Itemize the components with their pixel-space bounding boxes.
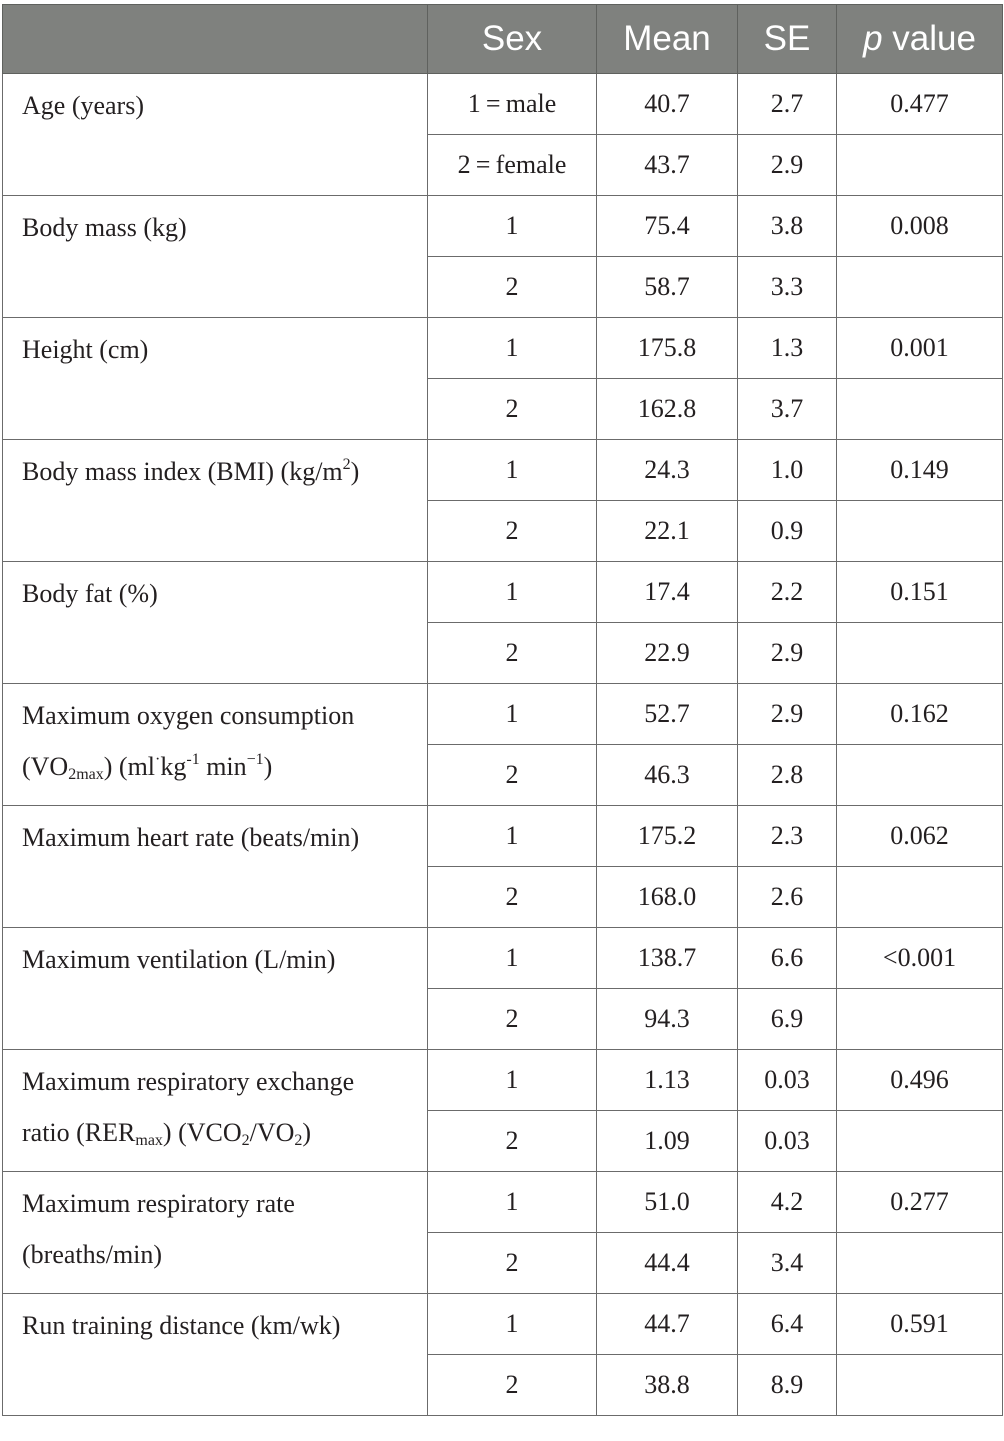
row-label: Body fat (%)	[3, 562, 428, 684]
cell-se: 1.3	[738, 318, 837, 379]
cell-mean: 17.4	[597, 562, 738, 623]
cell-mean: 43.7	[597, 135, 738, 196]
cell-p-value: 0.591	[837, 1294, 1003, 1355]
cell-p-value	[837, 135, 1003, 196]
cell-sex: 1	[428, 562, 597, 623]
cell-sex: 2	[428, 989, 597, 1050]
cell-sex: 2	[428, 1111, 597, 1172]
cell-se: 1.0	[738, 440, 837, 501]
cell-sex: 2	[428, 867, 597, 928]
cell-p-value	[837, 1233, 1003, 1294]
header-variable	[3, 5, 428, 74]
cell-mean: 44.4	[597, 1233, 738, 1294]
cell-sex: 2	[428, 1355, 597, 1416]
row-label: Maximum oxygen consumption $(VO_{2max})$ ($ml^\cdot kg^{-1}$ $\min^{-1}$)	[3, 684, 428, 806]
cell-p-value	[837, 1111, 1003, 1172]
table-row	[3, 806, 1003, 867]
cell-mean: 51.0	[597, 1172, 738, 1233]
cell-p-value	[837, 1355, 1003, 1416]
cell-se: 3.8	[738, 196, 837, 257]
header-sex: Sex	[428, 5, 597, 74]
cell-se: 0.9	[738, 501, 837, 562]
cell-p-value: 0.162	[837, 684, 1003, 745]
cell-mean: 162.8	[597, 379, 738, 440]
row-label: Body mass (kg)	[3, 196, 428, 318]
table-header-row	[3, 5, 1003, 74]
table-row	[3, 1172, 1003, 1233]
cell-mean: 52.7	[597, 684, 738, 745]
table-row	[3, 1294, 1003, 1355]
cell-mean: 168.0	[597, 867, 738, 928]
table-row	[3, 74, 1003, 135]
cell-se: 2.9	[738, 684, 837, 745]
header-p-value	[837, 5, 1003, 74]
table-row	[3, 440, 1003, 501]
cell-se: 6.9	[738, 989, 837, 1050]
cell-sex: 1	[428, 928, 597, 989]
cell-se: 0.03	[738, 1050, 837, 1111]
cell-sex: 2	[428, 501, 597, 562]
cell-sex: 2	[428, 745, 597, 806]
cell-mean: 75.4	[597, 196, 738, 257]
cell-mean: 138.7	[597, 928, 738, 989]
row-label: Body mass index (BMI) $(kg/m^2)$	[3, 440, 428, 562]
cell-p-value	[837, 989, 1003, 1050]
table-row	[3, 1050, 1003, 1111]
cell-se: 6.6	[738, 928, 837, 989]
cell-mean: 1.13	[597, 1050, 738, 1111]
header-p-rest: value	[882, 19, 976, 58]
cell-sex: 1	[428, 806, 597, 867]
cell-se: 2.6	[738, 867, 837, 928]
cell-sex: 1	[428, 1172, 597, 1233]
header-p-italic: p	[863, 19, 883, 58]
row-label: Maximum respiratory exchange ratio $(RER_{max})$ $(VCO_2/VO_2)$	[3, 1050, 428, 1172]
cell-p-value	[837, 379, 1003, 440]
cell-sex: 2	[428, 257, 597, 318]
cell-p-value: 0.001	[837, 318, 1003, 379]
cell-p-value: 0.151	[837, 562, 1003, 623]
cell-mean: 94.3	[597, 989, 738, 1050]
cell-se: 6.4	[738, 1294, 837, 1355]
cell-sex: 1	[428, 196, 597, 257]
cell-sex: 1	[428, 1050, 597, 1111]
cell-p-value: 0.277	[837, 1172, 1003, 1233]
table-container	[2, 4, 1003, 1416]
cell-se: 4.2	[738, 1172, 837, 1233]
cell-p-value	[837, 257, 1003, 318]
cell-sex: 2 = female	[428, 135, 597, 196]
cell-mean: 24.3	[597, 440, 738, 501]
row-label: Maximum respiratory rate (breaths/min)	[3, 1172, 428, 1294]
cell-se: 2.7	[738, 74, 837, 135]
cell-p-value: 0.149	[837, 440, 1003, 501]
cell-mean: 58.7	[597, 257, 738, 318]
row-label: Maximum heart rate (beats/min)	[3, 806, 428, 928]
cell-p-value	[837, 623, 1003, 684]
cell-sex: 1	[428, 1294, 597, 1355]
cell-mean: 46.3	[597, 745, 738, 806]
cell-sex: 1	[428, 440, 597, 501]
cell-p-value	[837, 501, 1003, 562]
cell-sex: 1	[428, 318, 597, 379]
cell-se: 3.7	[738, 379, 837, 440]
cell-se: 2.3	[738, 806, 837, 867]
cell-se: 2.8	[738, 745, 837, 806]
cell-mean: 1.09	[597, 1111, 738, 1172]
cell-mean: 38.8	[597, 1355, 738, 1416]
table-row	[3, 684, 1003, 745]
cell-sex: 2	[428, 623, 597, 684]
cell-p-value: 0.477	[837, 74, 1003, 135]
table-row	[3, 562, 1003, 623]
cell-mean: 175.2	[597, 806, 738, 867]
cell-mean: 40.7	[597, 74, 738, 135]
cell-mean: 175.8	[597, 318, 738, 379]
cell-mean: 22.1	[597, 501, 738, 562]
table-row	[3, 928, 1003, 989]
cell-sex: 1	[428, 684, 597, 745]
header-se: SE	[738, 5, 837, 74]
header-mean: Mean	[597, 5, 738, 74]
cell-se: 3.4	[738, 1233, 837, 1294]
cell-se: 2.9	[738, 135, 837, 196]
cell-sex: 2	[428, 1233, 597, 1294]
cell-p-value: 0.062	[837, 806, 1003, 867]
row-label: Age (years)	[3, 74, 428, 196]
cell-se: 0.03	[738, 1111, 837, 1172]
cell-p-value: 0.496	[837, 1050, 1003, 1111]
cell-sex: 2	[428, 379, 597, 440]
cell-p-value: 0.008	[837, 196, 1003, 257]
row-label: Height (cm)	[3, 318, 428, 440]
cell-se: 2.2	[738, 562, 837, 623]
cell-mean: 22.9	[597, 623, 738, 684]
cell-se: 2.9	[738, 623, 837, 684]
row-label: Run training distance (km/wk)	[3, 1294, 428, 1416]
cell-p-value	[837, 745, 1003, 806]
cell-mean: 44.7	[597, 1294, 738, 1355]
cell-se: 3.3	[738, 257, 837, 318]
cell-p-value: <0.001	[837, 928, 1003, 989]
cell-p-value	[837, 867, 1003, 928]
row-label: Maximum ventilation (L/min)	[3, 928, 428, 1050]
cell-se: 8.9	[738, 1355, 837, 1416]
sex-comparison-table	[2, 4, 1003, 1416]
cell-sex: 1 = male	[428, 74, 597, 135]
table-row	[3, 318, 1003, 379]
table-row	[3, 196, 1003, 257]
